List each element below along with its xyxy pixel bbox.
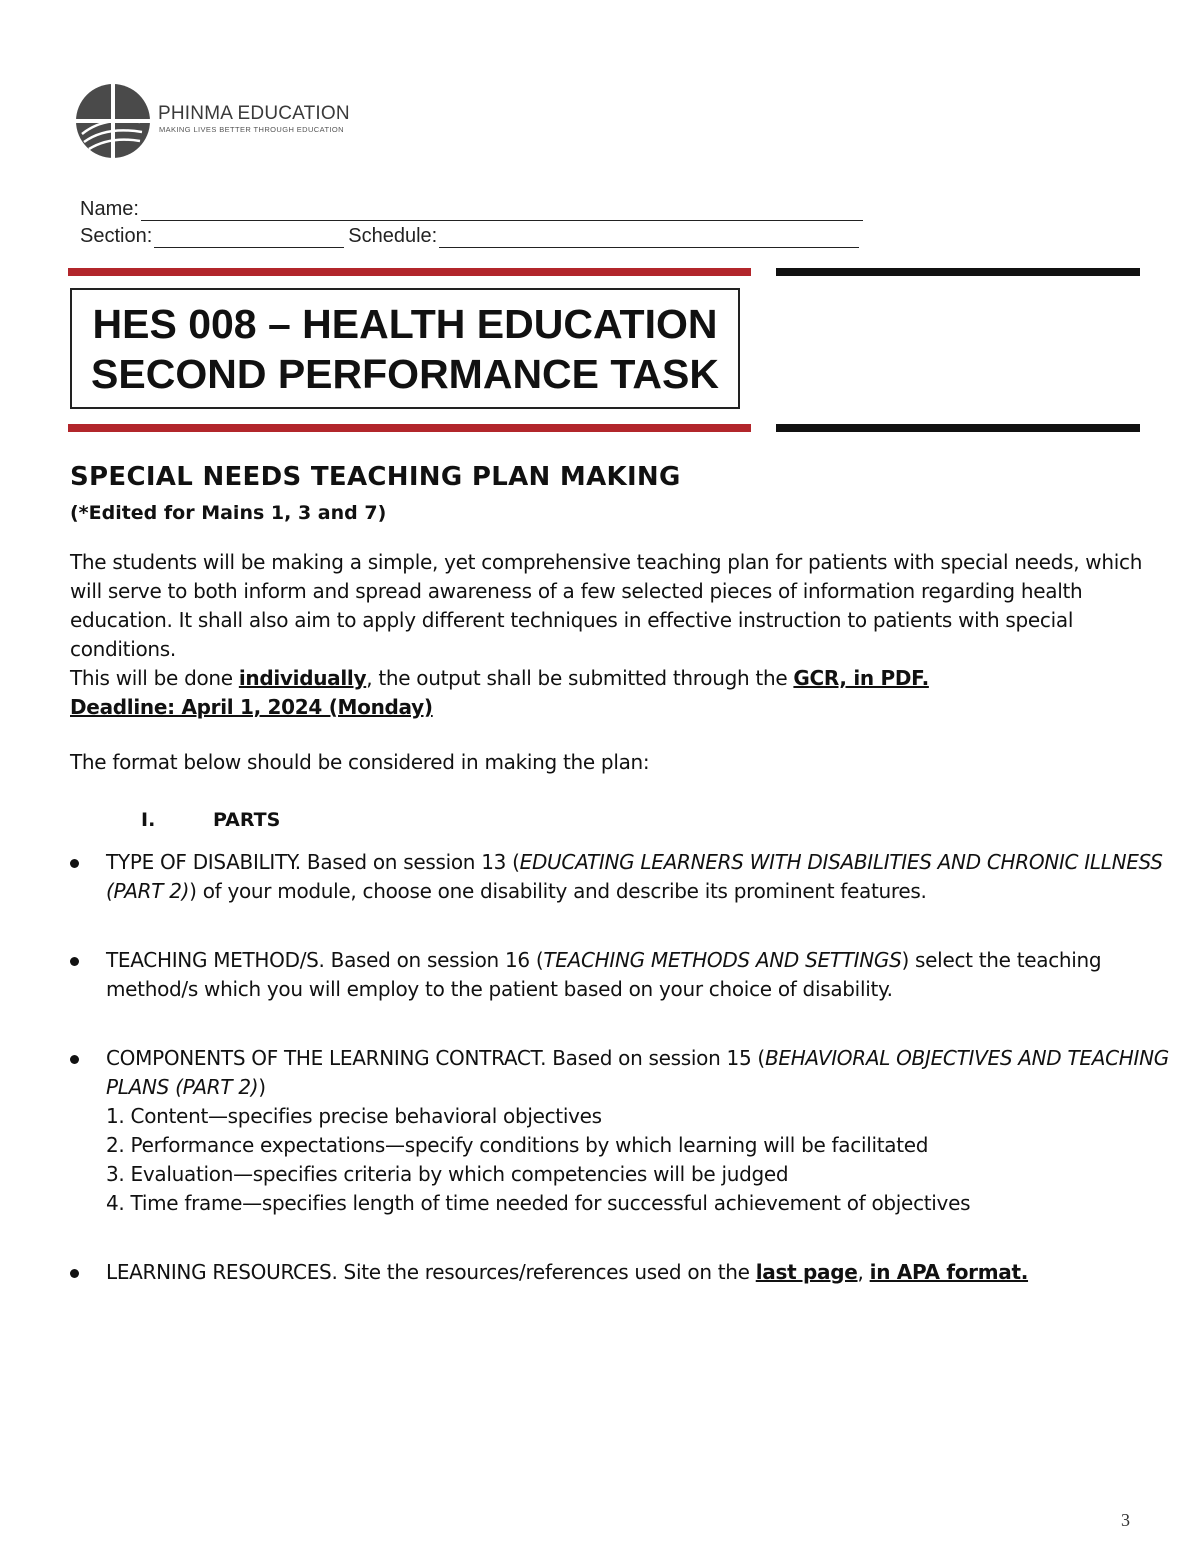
list-item-resources: LEARNING RESOURCES. Site the resources/references used on the last page, in APA format.	[70, 1258, 1170, 1287]
contract-subitem: 4. Time frame—specifies length of time needed for successful achievement of objectives	[106, 1191, 971, 1215]
parts-number: I.	[141, 809, 156, 831]
bullet-icon	[70, 1055, 79, 1064]
title-box	[70, 288, 740, 409]
name-line[interactable]	[141, 202, 863, 221]
contract-subitem: 3. Evaluation—specifies criteria by which competencies will be judged	[106, 1162, 789, 1186]
parts-list	[70, 848, 1170, 1327]
name-field-row	[80, 198, 863, 221]
schedule-label: Schedule:	[348, 225, 438, 247]
mode-prefix: This will be done	[70, 666, 239, 690]
name-label: Name:	[80, 198, 139, 220]
title-line-1: HES 008 – HEALTH EDUCATION	[92, 300, 718, 347]
title-line-2: SECOND PERFORMANCE TASK	[91, 350, 719, 397]
task-subheading: (*Edited for Mains 1, 3 and 7)	[70, 502, 387, 524]
list-item-method: TEACHING METHOD/S. Based on session 16 (TEACHING METHODS AND SETTINGS) select the teaching method/s which you will employ to the patient based on your choice of disability.	[70, 946, 1170, 1004]
list-item-contract: COMPONENTS OF THE LEARNING CONTRACT. Based on session 15 (BEHAVIORAL OBJECTIVES AND TEACHING PLANS (PART 2)) 1. Content—specifies precise behavioral objectives 2. Performance expectations—specify conditions by which learning will be facilitated 3. Evaluation—specifies criteria by which competencies will be judged 4. Time frame—specifies length of time needed for successful achievement of objectives	[70, 1044, 1170, 1218]
task-heading: SPECIAL NEEDS TEACHING PLAN MAKING	[70, 462, 681, 492]
mode-channel: GCR, in PDF.	[793, 666, 929, 690]
parts-label: PARTS	[213, 809, 281, 831]
contract-subitem: 2. Performance expectations—specify conditions by which learning will be facilitated	[106, 1133, 929, 1157]
task-description-block	[70, 548, 1170, 722]
header-bar-top-black	[776, 268, 1140, 276]
header-bar-bottom-red	[68, 424, 751, 432]
deadline: Deadline: April 1, 2024 (Monday)	[70, 695, 433, 719]
parts-heading	[141, 809, 280, 831]
mode-middle: , the output shall be submitted through the	[366, 666, 794, 690]
apa-format-emphasis: in APA format.	[869, 1260, 1029, 1284]
bullet-icon	[70, 859, 79, 868]
mode-emphasis: individually	[238, 666, 367, 690]
section-label: Section:	[80, 225, 153, 247]
schedule-line[interactable]	[439, 229, 859, 248]
page-number: 3	[1121, 1510, 1130, 1530]
bullet-icon	[70, 957, 79, 966]
format-intro: The format below should be considered in making the plan:	[70, 750, 650, 774]
bullet-icon	[70, 1269, 79, 1278]
last-page-emphasis: last page	[755, 1260, 858, 1284]
logo-name: PHINMA EDUCATION	[158, 103, 350, 124]
list-item-disability: TYPE OF DISABILITY. Based on session 13 (EDUCATING LEARNERS WITH DISABILITIES AND CHRONIC ILLNESS (PART 2)) of your module, choose one disability and describe its prominent features.	[70, 848, 1170, 906]
section-field-row	[80, 225, 859, 248]
task-description: The students will be making a simple, yet comprehensive teaching plan for patients with special needs, which will serve to both inform and spread awareness of a few selected pieces of information regarding health education. It shall also aim to apply different techniques in effective instruction to patients with special conditions.	[70, 550, 1143, 661]
section-line[interactable]	[154, 229, 344, 248]
logo-tagline: MAKING LIVES BETTER THROUGH EDUCATION	[159, 125, 344, 134]
header-bar-top-red	[68, 268, 751, 276]
phinma-logo-icon	[74, 82, 152, 160]
contract-subitem: 1. Content—specifies precise behavioral objectives	[106, 1104, 602, 1128]
submission-mode	[70, 664, 1170, 693]
header-bar-bottom-black	[776, 424, 1140, 432]
